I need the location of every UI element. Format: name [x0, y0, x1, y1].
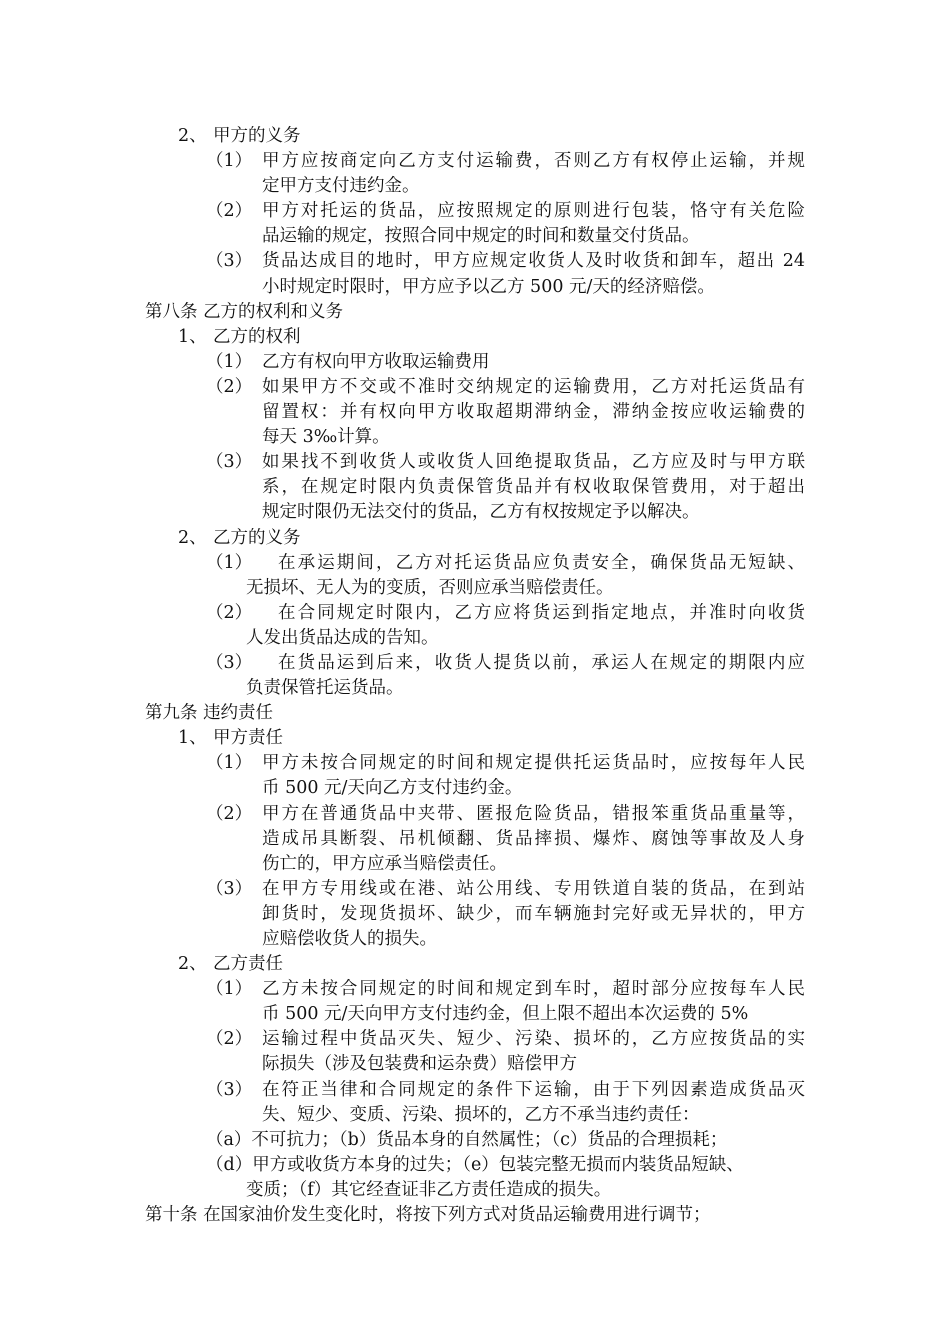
item-number: 1、 [178, 728, 207, 749]
text-line [0, 601, 950, 626]
line-text: 无损坏、无人为的变质，否则应承当赔偿责任。 [246, 577, 614, 598]
line-text: 甲方的义务 [213, 126, 301, 146]
item-number: （3） [206, 878, 253, 899]
text-line [0, 726, 950, 751]
text-line [0, 350, 950, 375]
text-line [0, 425, 950, 450]
text-line [0, 651, 950, 676]
text-line [0, 551, 950, 576]
line-text: 乙方责任 [213, 954, 283, 975]
text-line [0, 626, 950, 651]
text-line [0, 827, 950, 852]
text-line [0, 375, 950, 400]
text-line [0, 475, 950, 500]
text-line [0, 977, 950, 1002]
text-line [0, 952, 950, 977]
item-number: （1） [206, 351, 253, 372]
text-line [0, 1052, 950, 1077]
text-line [0, 124, 950, 149]
line-text: 在承运期间，乙方对托运货品应负责安全，确保货品无短缺、 [278, 552, 805, 573]
text-line [0, 1078, 950, 1103]
item-number: （2） [206, 201, 253, 222]
line-text: 乙方的义务 [213, 527, 301, 548]
line-text: 在合同规定时限内，乙方应将货运到指定地点，并准时向收货 [278, 602, 805, 623]
item-number: （1） [206, 151, 253, 172]
line-text: 际损失（涉及包装费和运杂费）赔偿甲方 [262, 1054, 577, 1075]
item-number: （3） [206, 452, 253, 473]
item-number: （2） [206, 803, 253, 824]
line-text: 卸货时，发现货损坏、缺少，而车辆施封完好或无异状的，甲方 [262, 903, 805, 924]
line-text: 品运输的规定，按照合同中规定的时间和数量交付货品。 [262, 226, 700, 247]
text-line [0, 676, 950, 701]
item-number: （2） [206, 1029, 253, 1050]
item-number: （2） [206, 376, 253, 397]
line-text: 规定时限仍无法交付的货品，乙方有权按规定予以解决。 [262, 502, 700, 523]
line-text: 货品达成目的地时，甲方应规定收货人及时收货和卸车，超出 24 [262, 251, 805, 272]
line-text: 币 500 元/天向乙方支付违约金。 [262, 778, 523, 799]
line-text: 甲方对托运的货品，应按照规定的原则进行包装，恪守有关危险 [262, 201, 805, 222]
line-text: 币 500 元/天向甲方支付违约金，但上限不超出本次运费的 5% [262, 1004, 749, 1025]
line-text: 负责保管托运货品。 [246, 678, 404, 699]
text-line [0, 249, 950, 274]
item-number: （3） [206, 251, 253, 272]
line-text: 如果甲方不交或不准时交纳规定的运输费用，乙方对托运货品有 [262, 376, 805, 397]
line-text: 甲方应按商定向乙方支付运输费，否则乙方有权停止运输，并规 [262, 151, 805, 172]
line-text: 运输过程中货品灭失、短少、污染、损坏的，乙方应按货品的实 [262, 1029, 805, 1050]
line-text: 第八条 乙方的权利和义务 [145, 301, 344, 322]
line-text: 系，在规定时限内负责保管货品并有权收取保管费用，对于超出 [262, 477, 805, 498]
line-text: 甲方在普通货品中夹带、匿报危险货品，错报笨重货品重量等， [262, 803, 805, 824]
item-number: 1、 [178, 326, 207, 347]
text-line [0, 300, 950, 325]
text-line [0, 275, 950, 300]
item-number: 2、 [178, 527, 207, 548]
text-line [0, 1103, 950, 1128]
item-number: 2、 [178, 126, 207, 146]
line-text: 变质；（f）其它经查证非乙方责任造成的损失。 [246, 1179, 612, 1200]
text-line [0, 526, 950, 551]
line-text: 乙方有权向甲方收取运输费用 [262, 351, 490, 372]
line-text: （a）不可抗力；（b）货品本身的自然属性；（c）货品的合理损耗； [206, 1129, 728, 1150]
text-line [0, 1203, 950, 1228]
text-line [0, 1153, 950, 1178]
line-text: 第九条 违约责任 [145, 703, 274, 724]
text-line [0, 751, 950, 776]
text-line [0, 701, 950, 726]
text-line [0, 1002, 950, 1027]
item-number: （3） [206, 1079, 253, 1100]
text-line [0, 450, 950, 475]
text-line [0, 1178, 950, 1203]
line-text: （d）甲方或收货方本身的过失；（e）包装完整无损而内装货品短缺、 [206, 1154, 744, 1175]
item-number: （3） [206, 652, 253, 673]
line-text: 失、短少、变质、污染、损坏的，乙方不承当违约责任： [262, 1104, 700, 1125]
item-number: （2） [206, 602, 253, 623]
text-line [0, 776, 950, 801]
text-line [0, 199, 950, 224]
line-text: 伤亡的，甲方应承当赔偿责任。 [262, 853, 507, 874]
text-line [0, 902, 950, 927]
item-number: （1） [206, 979, 253, 1000]
text-line [0, 174, 950, 199]
line-text: 应赔偿收货人的损失。 [262, 929, 437, 949]
line-text: 造成吊具断裂、吊机倾翻、货品摔损、爆炸、腐蚀等事故及人身 [262, 828, 805, 849]
text-line [0, 877, 950, 902]
text-line [0, 1027, 950, 1052]
line-text: 在甲方专用线或在港、站公用线、专用铁道自装的货品，在到站 [262, 878, 805, 899]
line-text: 在符正当律和合同规定的条件下运输，由于下列因素造成货品灭 [262, 1079, 805, 1100]
line-text: 第十条 在国家油价发生变化时，将按下列方式对货品运输费用进行调节； [145, 1205, 711, 1226]
line-text: 甲方责任 [213, 728, 283, 749]
line-text: 在货品运到后来，收货人提货以前，承运人在规定的期限内应 [278, 652, 805, 673]
item-number: （1） [206, 552, 253, 573]
line-text: 每天 3‰计算。 [262, 427, 390, 448]
line-text: 乙方的权利 [213, 326, 301, 347]
text-line [0, 149, 950, 174]
text-line [0, 852, 950, 877]
text-line [0, 802, 950, 827]
text-line [0, 500, 950, 525]
text-line [0, 576, 950, 601]
contract-document [0, 124, 950, 1228]
line-text: 定甲方支付违约金。 [262, 176, 420, 197]
text-line [0, 1128, 950, 1153]
text-line [0, 325, 950, 350]
text-line [0, 927, 950, 952]
line-text: 人发出货品达成的告知。 [246, 627, 439, 648]
line-text: 乙方未按合同规定的时间和规定到车时，超时部分应按每车人民 [262, 979, 805, 1000]
item-number: 2、 [178, 954, 207, 975]
line-text: 如果找不到收货人或收货人回绝提取货品，乙方应及时与甲方联 [262, 452, 805, 473]
line-text: 甲方未按合同规定的时间和规定提供托运货品时，应按每年人民 [262, 753, 805, 774]
text-line [0, 224, 950, 249]
line-text: 小时规定时限时，甲方应予以乙方 500 元/天的经济赔偿。 [262, 276, 715, 297]
text-line [0, 400, 950, 425]
line-text: 留置权：并有权向甲方收取超期滞纳金，滞纳金按应收运输费的 [262, 402, 805, 423]
item-number: （1） [206, 753, 253, 774]
